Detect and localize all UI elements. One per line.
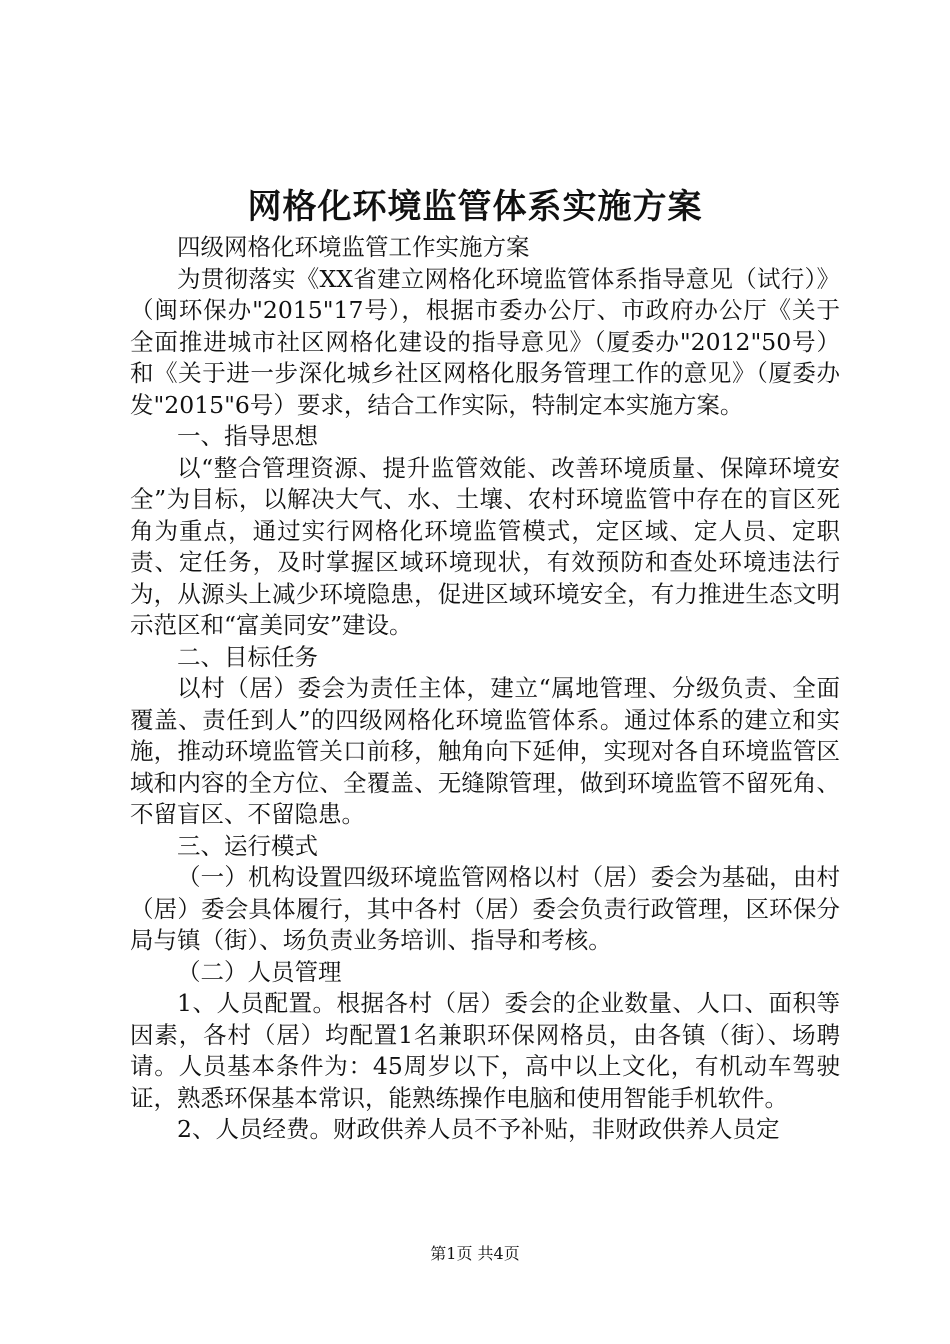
document-title: 网格化环境监管体系实施方案 <box>247 187 703 227</box>
document-body <box>130 232 840 1146</box>
page-footer: 第1页 共4页 <box>430 1244 520 1263</box>
paragraph-intro: 为贯彻落实《XX省建立网格化环境监管体系指导意见（试行）》（闽环保办"2015"17号），根据市委办公厅、市政府办公厅《关于全面推进城市社区网格化建设的指导意见》（厦委办"2012"50号）和《关于进一步深化城乡社区网格化服务管理工作的意见》（厦委办发"2015"6号）要求，结合工作实际，特制定本实施方案。 <box>130 264 840 419</box>
paragraph-guiding-ideology: 以“整合管理资源、提升监管效能、改善环境质量、保障环境安全”为目标，以解决大气、水、土壤、农村环境监管中存在的盲区死角为重点，通过实行网格化环境监管模式，定区域、定人员、定职责、定任务，及时掌握区域环境现状，有效预防和查处环境违法行为，从源头上减少环境隐患，促进区域环境安全，有力推进生态文明示范区和“富美同安”建设。 <box>130 453 840 639</box>
paragraph-objectives: 以村（居）委会为责任主体，建立“属地管理、分级负责、全面覆盖、责任到人”的四级网格化环境监管体系。通过体系的建立和实施，推动环境监管关口前移，触角向下延伸，实现对各自环境监管区域和内容的全方位、全覆盖、无缝隙管理，做到环境监管不留死角、不留盲区、不留隐患。 <box>130 674 840 828</box>
paragraph-funding: 2、人员经费。财政供养人员不予补贴，非财政供养人员定 <box>177 1115 780 1143</box>
paragraph-organization: （一）机构设置四级环境监管网格以村（居）委会为基础，由村（居）委会具体履行，其中各村（居）委会负责行政管理，区环保分局与镇（街）、场负责业务培训、指导和考核。 <box>130 863 840 954</box>
heading-personnel-management: （二）人员管理 <box>177 957 342 986</box>
heading-guiding-ideology: 一、指导思想 <box>177 422 318 450</box>
heading-operation-mode: 三、运行模式 <box>177 831 318 860</box>
paragraph-staffing: 1、人员配置。根据各村（居）委会的企业数量、人口、面积等因素，各村（居）均配置1名兼职环保网格员，由各镇（街）、场聘请。人员基本条件为：45周岁以下，高中以上文化，有机动车驾驶证，熟悉环保基本常识，能熟练操作电脑和使用智能手机软件。 <box>130 989 840 1112</box>
heading-objectives: 二、目标任务 <box>177 642 318 671</box>
paragraph-subtitle: 四级网格化环境监管工作实施方案 <box>177 233 530 261</box>
